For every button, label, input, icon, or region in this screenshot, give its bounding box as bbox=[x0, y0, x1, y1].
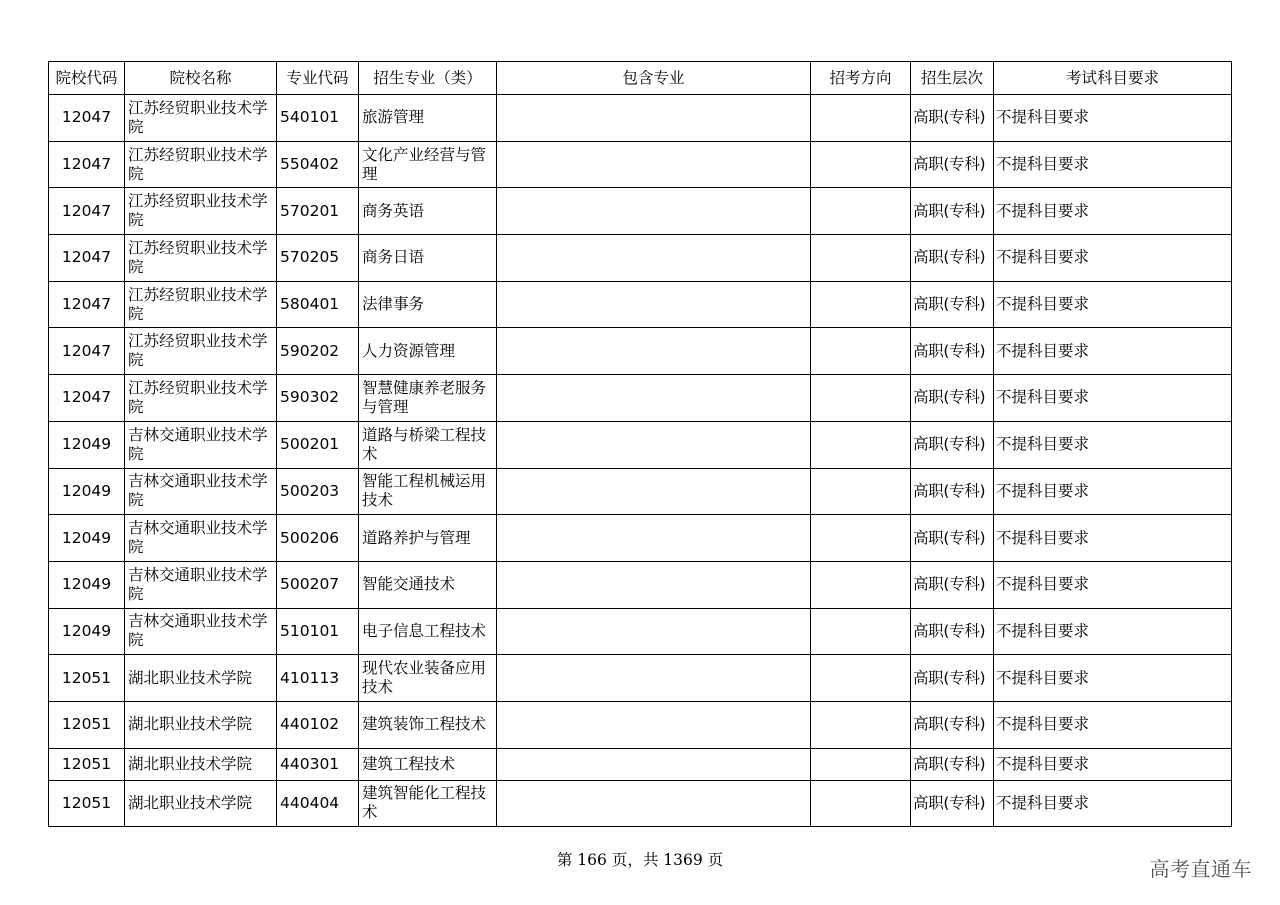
cell-major: 电子信息工程技术 bbox=[359, 608, 497, 655]
cell-included-majors bbox=[497, 561, 811, 608]
cell-direction bbox=[811, 561, 911, 608]
cell-level: 高职(专科) bbox=[911, 188, 994, 235]
cell-requirement: 不提科目要求 bbox=[994, 188, 1232, 235]
header-requirement: 考试科目要求 bbox=[994, 62, 1232, 95]
cell-requirement: 不提科目要求 bbox=[994, 608, 1232, 655]
cell-included-majors bbox=[497, 780, 811, 827]
cell-school-code: 12051 bbox=[49, 780, 125, 827]
cell-major-code: 440404 bbox=[277, 780, 359, 827]
cell-requirement: 不提科目要求 bbox=[994, 375, 1232, 422]
table-row bbox=[49, 655, 1232, 702]
cell-major-code: 500201 bbox=[277, 421, 359, 468]
cell-major-code: 540101 bbox=[277, 95, 359, 142]
cell-school-code: 12051 bbox=[49, 748, 125, 780]
cell-major-code: 550402 bbox=[277, 141, 359, 188]
table-row bbox=[49, 188, 1232, 235]
table-row bbox=[49, 375, 1232, 422]
cell-direction bbox=[811, 655, 911, 702]
cell-direction bbox=[811, 375, 911, 422]
cell-major-code: 500203 bbox=[277, 468, 359, 515]
cell-direction bbox=[811, 188, 911, 235]
table-row bbox=[49, 515, 1232, 562]
cell-school-code: 12049 bbox=[49, 515, 125, 562]
cell-level: 高职(专科) bbox=[911, 375, 994, 422]
cell-school-name: 江苏经贸职业技术学院 bbox=[125, 281, 277, 328]
cell-school-name: 湖北职业技术学院 bbox=[125, 748, 277, 780]
cell-level: 高职(专科) bbox=[911, 701, 994, 748]
cell-requirement: 不提科目要求 bbox=[994, 95, 1232, 142]
cell-direction bbox=[811, 328, 911, 375]
table-row bbox=[49, 141, 1232, 188]
cell-level: 高职(专科) bbox=[911, 328, 994, 375]
cell-school-name: 湖北职业技术学院 bbox=[125, 780, 277, 827]
cell-major: 建筑工程技术 bbox=[359, 748, 497, 780]
cell-direction bbox=[811, 95, 911, 142]
table-row bbox=[49, 281, 1232, 328]
table-row bbox=[49, 701, 1232, 748]
cell-included-majors bbox=[497, 375, 811, 422]
cell-major-code: 440301 bbox=[277, 748, 359, 780]
cell-included-majors bbox=[497, 281, 811, 328]
cell-included-majors bbox=[497, 655, 811, 702]
table-row bbox=[49, 328, 1232, 375]
cell-school-name: 湖北职业技术学院 bbox=[125, 655, 277, 702]
cell-included-majors bbox=[497, 515, 811, 562]
cell-major: 智能交通技术 bbox=[359, 561, 497, 608]
cell-school-code: 12049 bbox=[49, 468, 125, 515]
header-level: 招生层次 bbox=[911, 62, 994, 95]
cell-school-name: 吉林交通职业技术学院 bbox=[125, 561, 277, 608]
cell-included-majors bbox=[497, 421, 811, 468]
cell-school-code: 12047 bbox=[49, 141, 125, 188]
cell-major-code: 590202 bbox=[277, 328, 359, 375]
cell-school-name: 江苏经贸职业技术学院 bbox=[125, 188, 277, 235]
cell-requirement: 不提科目要求 bbox=[994, 468, 1232, 515]
cell-major: 人力资源管理 bbox=[359, 328, 497, 375]
cell-school-code: 12047 bbox=[49, 375, 125, 422]
cell-major-code: 410113 bbox=[277, 655, 359, 702]
header-direction: 招考方向 bbox=[811, 62, 911, 95]
cell-requirement: 不提科目要求 bbox=[994, 561, 1232, 608]
cell-included-majors bbox=[497, 188, 811, 235]
cell-major-code: 570201 bbox=[277, 188, 359, 235]
cell-included-majors bbox=[497, 328, 811, 375]
cell-direction bbox=[811, 281, 911, 328]
watermark: 高考直通车 bbox=[1149, 857, 1252, 881]
table-row bbox=[49, 95, 1232, 142]
cell-school-code: 12049 bbox=[49, 561, 125, 608]
cell-requirement: 不提科目要求 bbox=[994, 655, 1232, 702]
cell-direction bbox=[811, 421, 911, 468]
cell-level: 高职(专科) bbox=[911, 561, 994, 608]
cell-direction bbox=[811, 701, 911, 748]
cell-requirement: 不提科目要求 bbox=[994, 421, 1232, 468]
header-school-code: 院校代码 bbox=[49, 62, 125, 95]
table-body bbox=[49, 95, 1232, 827]
cell-requirement: 不提科目要求 bbox=[994, 235, 1232, 282]
cell-major: 道路养护与管理 bbox=[359, 515, 497, 562]
table-row bbox=[49, 421, 1232, 468]
cell-school-code: 12049 bbox=[49, 421, 125, 468]
cell-school-name: 江苏经贸职业技术学院 bbox=[125, 328, 277, 375]
cell-level: 高职(专科) bbox=[911, 748, 994, 780]
cell-included-majors bbox=[497, 608, 811, 655]
cell-major: 旅游管理 bbox=[359, 95, 497, 142]
header-school-name: 院校名称 bbox=[125, 62, 277, 95]
cell-included-majors bbox=[497, 748, 811, 780]
cell-school-code: 12049 bbox=[49, 608, 125, 655]
cell-level: 高职(专科) bbox=[911, 141, 994, 188]
cell-included-majors bbox=[497, 235, 811, 282]
table-header-row bbox=[49, 62, 1232, 95]
cell-included-majors bbox=[497, 701, 811, 748]
table-row bbox=[49, 748, 1232, 780]
cell-school-name: 吉林交通职业技术学院 bbox=[125, 515, 277, 562]
cell-included-majors bbox=[497, 468, 811, 515]
cell-school-code: 12047 bbox=[49, 95, 125, 142]
cell-level: 高职(专科) bbox=[911, 780, 994, 827]
cell-requirement: 不提科目要求 bbox=[994, 780, 1232, 827]
cell-major: 建筑智能化工程技术 bbox=[359, 780, 497, 827]
cell-school-name: 吉林交通职业技术学院 bbox=[125, 421, 277, 468]
cell-school-code: 12047 bbox=[49, 235, 125, 282]
cell-school-code: 12047 bbox=[49, 328, 125, 375]
cell-major: 道路与桥梁工程技术 bbox=[359, 421, 497, 468]
table-row bbox=[49, 235, 1232, 282]
cell-included-majors bbox=[497, 141, 811, 188]
cell-included-majors bbox=[497, 95, 811, 142]
cell-level: 高职(专科) bbox=[911, 421, 994, 468]
header-major: 招生专业（类） bbox=[359, 62, 497, 95]
cell-requirement: 不提科目要求 bbox=[994, 701, 1232, 748]
cell-direction bbox=[811, 141, 911, 188]
cell-major-code: 440102 bbox=[277, 701, 359, 748]
page-indicator: 第 166 页，共 1369 页 bbox=[556, 851, 724, 869]
cell-school-name: 江苏经贸职业技术学院 bbox=[125, 235, 277, 282]
cell-level: 高职(专科) bbox=[911, 235, 994, 282]
cell-school-name: 吉林交通职业技术学院 bbox=[125, 608, 277, 655]
cell-direction bbox=[811, 780, 911, 827]
cell-level: 高职(专科) bbox=[911, 95, 994, 142]
cell-school-code: 12051 bbox=[49, 701, 125, 748]
header-major-code: 专业代码 bbox=[277, 62, 359, 95]
cell-level: 高职(专科) bbox=[911, 655, 994, 702]
cell-school-code: 12051 bbox=[49, 655, 125, 702]
cell-level: 高职(专科) bbox=[911, 515, 994, 562]
cell-major: 建筑装饰工程技术 bbox=[359, 701, 497, 748]
cell-school-code: 12047 bbox=[49, 188, 125, 235]
cell-level: 高职(专科) bbox=[911, 281, 994, 328]
cell-major: 智慧健康养老服务与管理 bbox=[359, 375, 497, 422]
cell-requirement: 不提科目要求 bbox=[994, 748, 1232, 780]
cell-major-code: 590302 bbox=[277, 375, 359, 422]
table-row bbox=[49, 468, 1232, 515]
cell-major: 现代农业装备应用技术 bbox=[359, 655, 497, 702]
table-row bbox=[49, 608, 1232, 655]
cell-direction bbox=[811, 608, 911, 655]
cell-major-code: 510101 bbox=[277, 608, 359, 655]
cell-requirement: 不提科目要求 bbox=[994, 141, 1232, 188]
cell-direction bbox=[811, 468, 911, 515]
cell-school-name: 江苏经贸职业技术学院 bbox=[125, 95, 277, 142]
table-row bbox=[49, 561, 1232, 608]
cell-direction bbox=[811, 515, 911, 562]
cell-school-name: 吉林交通职业技术学院 bbox=[125, 468, 277, 515]
table-row bbox=[49, 780, 1232, 827]
cell-major: 商务日语 bbox=[359, 235, 497, 282]
admissions-table bbox=[48, 61, 1232, 827]
cell-major: 法律事务 bbox=[359, 281, 497, 328]
cell-requirement: 不提科目要求 bbox=[994, 515, 1232, 562]
cell-school-name: 江苏经贸职业技术学院 bbox=[125, 141, 277, 188]
cell-school-name: 江苏经贸职业技术学院 bbox=[125, 375, 277, 422]
cell-major-code: 500207 bbox=[277, 561, 359, 608]
cell-requirement: 不提科目要求 bbox=[994, 328, 1232, 375]
cell-major: 文化产业经营与管理 bbox=[359, 141, 497, 188]
cell-school-name: 湖北职业技术学院 bbox=[125, 701, 277, 748]
cell-school-code: 12047 bbox=[49, 281, 125, 328]
cell-major: 智能工程机械运用技术 bbox=[359, 468, 497, 515]
cell-major: 商务英语 bbox=[359, 188, 497, 235]
cell-level: 高职(专科) bbox=[911, 608, 994, 655]
cell-direction bbox=[811, 235, 911, 282]
cell-major-code: 580401 bbox=[277, 281, 359, 328]
cell-major-code: 570205 bbox=[277, 235, 359, 282]
header-included-majors: 包含专业 bbox=[497, 62, 811, 95]
cell-level: 高职(专科) bbox=[911, 468, 994, 515]
cell-major-code: 500206 bbox=[277, 515, 359, 562]
cell-requirement: 不提科目要求 bbox=[994, 281, 1232, 328]
cell-direction bbox=[811, 748, 911, 780]
